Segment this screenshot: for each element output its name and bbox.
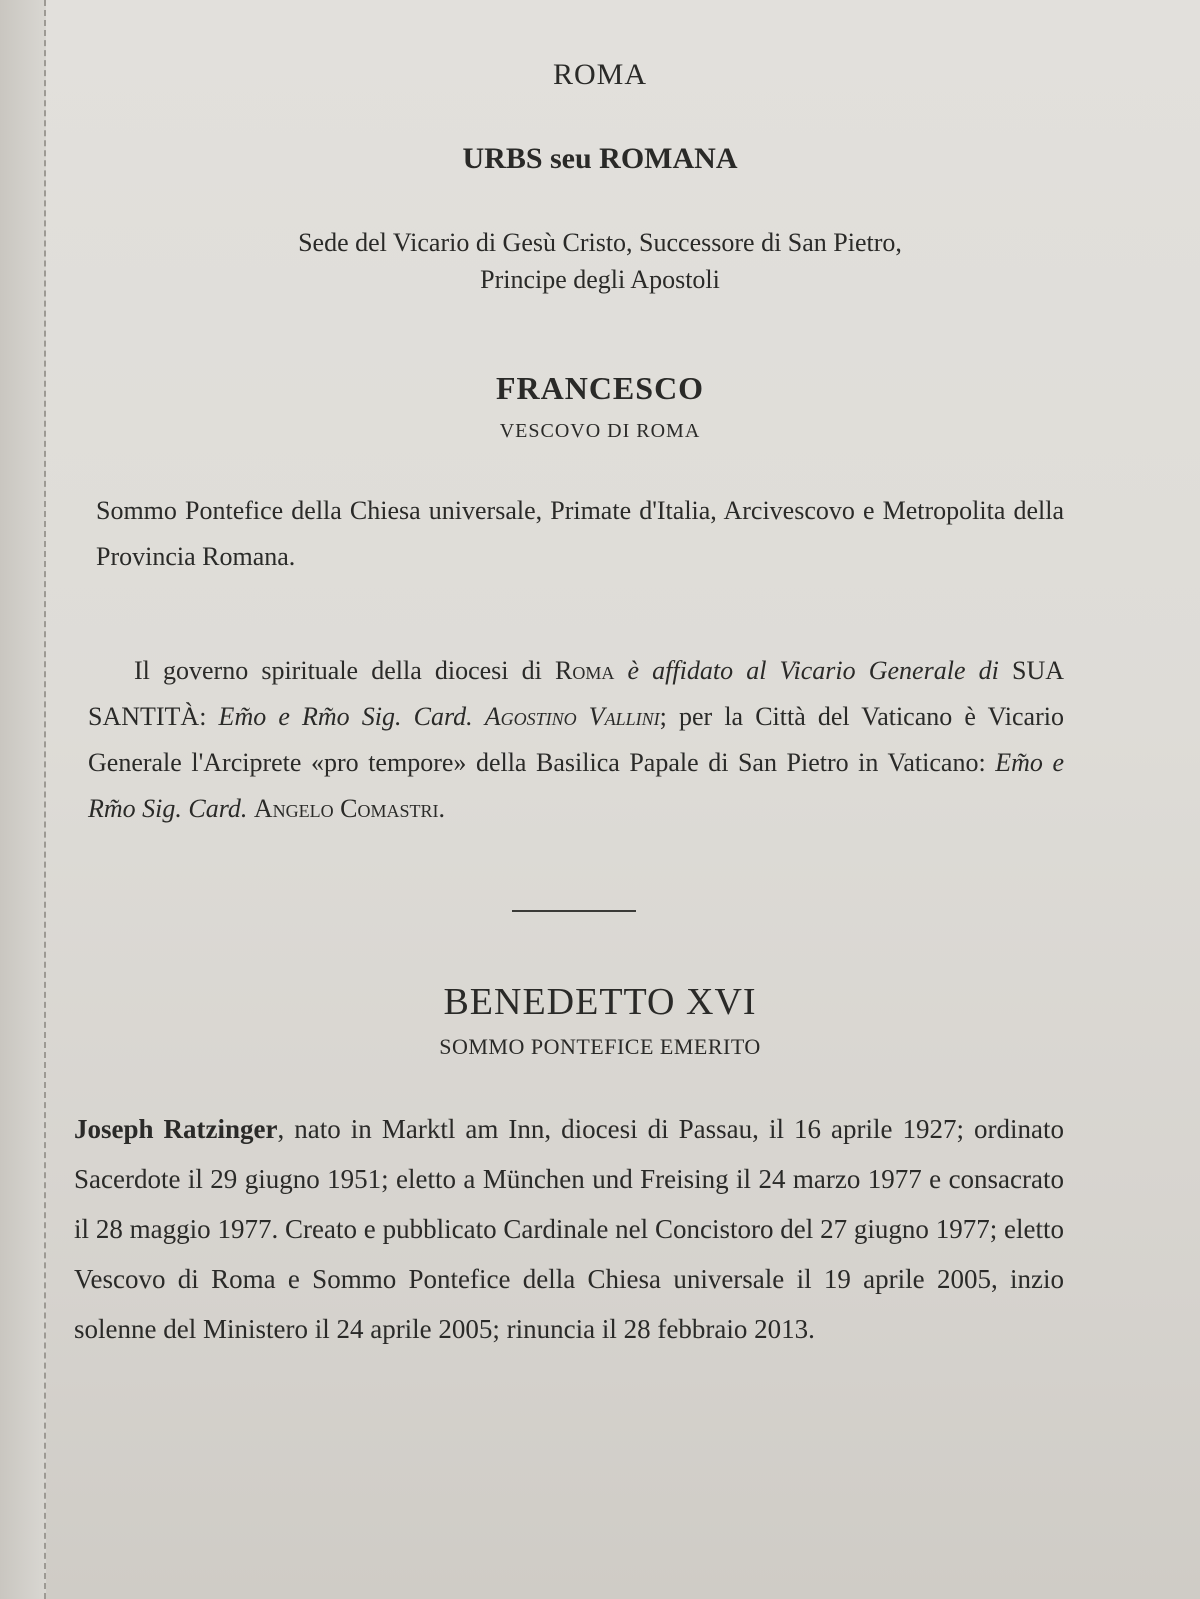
section-divider [512,910,636,912]
gov-text-2: è affidato al Vicario Generale di [614,656,1012,685]
gov-text-4: ; per la Città del Vaticano è Vicario Generale l'Arciprete «pro tempore» della Basilica Papale di San Pietro in Vaticano: [88,702,1064,777]
pope-titles: Sommo Pontefice della Chiesa universale, Primate d'Italia, Arcivescovo e Metropolita della Provincia Romana. [96,496,1064,571]
bio-name: Joseph Ratzinger [74,1114,278,1144]
pope-role: VESCOVO DI ROMA [499,420,701,442]
gov-text-3: Em̃o e Rm̃o Sig. Card. [206,702,485,731]
city-heading: ROMA [552,58,647,91]
gov-text-5: Em̃o e Rm̃o Sig. Card. [88,748,1064,823]
emeritus-role: SOMMO PONTEFICE EMERITO [439,1034,761,1059]
gov-roma: Roma [555,656,615,685]
emeritus-biography [74,1104,1064,1354]
gov-sua-santita: SUA SANTITÀ: [88,656,1064,731]
see-description-line-1: Sede del Vicario di Gesù Cristo, Successore di San Pietro, [298,228,902,257]
see-description-line-2: Principe degli Apostoli [480,265,720,294]
gov-cardinal-1: Agostino Vallini [484,702,660,731]
emeritus-name: BENEDETTO XVI [443,981,757,1023]
bio-text: , nato in Marktl am Inn, diocesi di Passau, il 16 aprile 1927; ordinato Sacerdote il 29 giugno 1951; eletto a München und Freising il 24 marzo 1977 e consacrato il 28 maggio 1977. Creato e pubblicato Cardinale nel Concistoro del 27 giugno 1977; eletto Vescovo di Roma e Sommo Pontefice della Chiesa universale il 19 aprile 2005, inzio solenne del Ministero il 24 aprile 2005; rinuncia il 28 febbraio 2013. [74,1114,1064,1344]
gov-text-1: Il governo spirituale della diocesi di [134,656,556,685]
governance-paragraph [88,648,1064,832]
diocese-heading: URBS seu ROMANA [462,142,738,175]
pope-name: FRANCESCO [495,370,705,406]
gov-cardinal-2: Angelo Comastri. [253,794,446,823]
